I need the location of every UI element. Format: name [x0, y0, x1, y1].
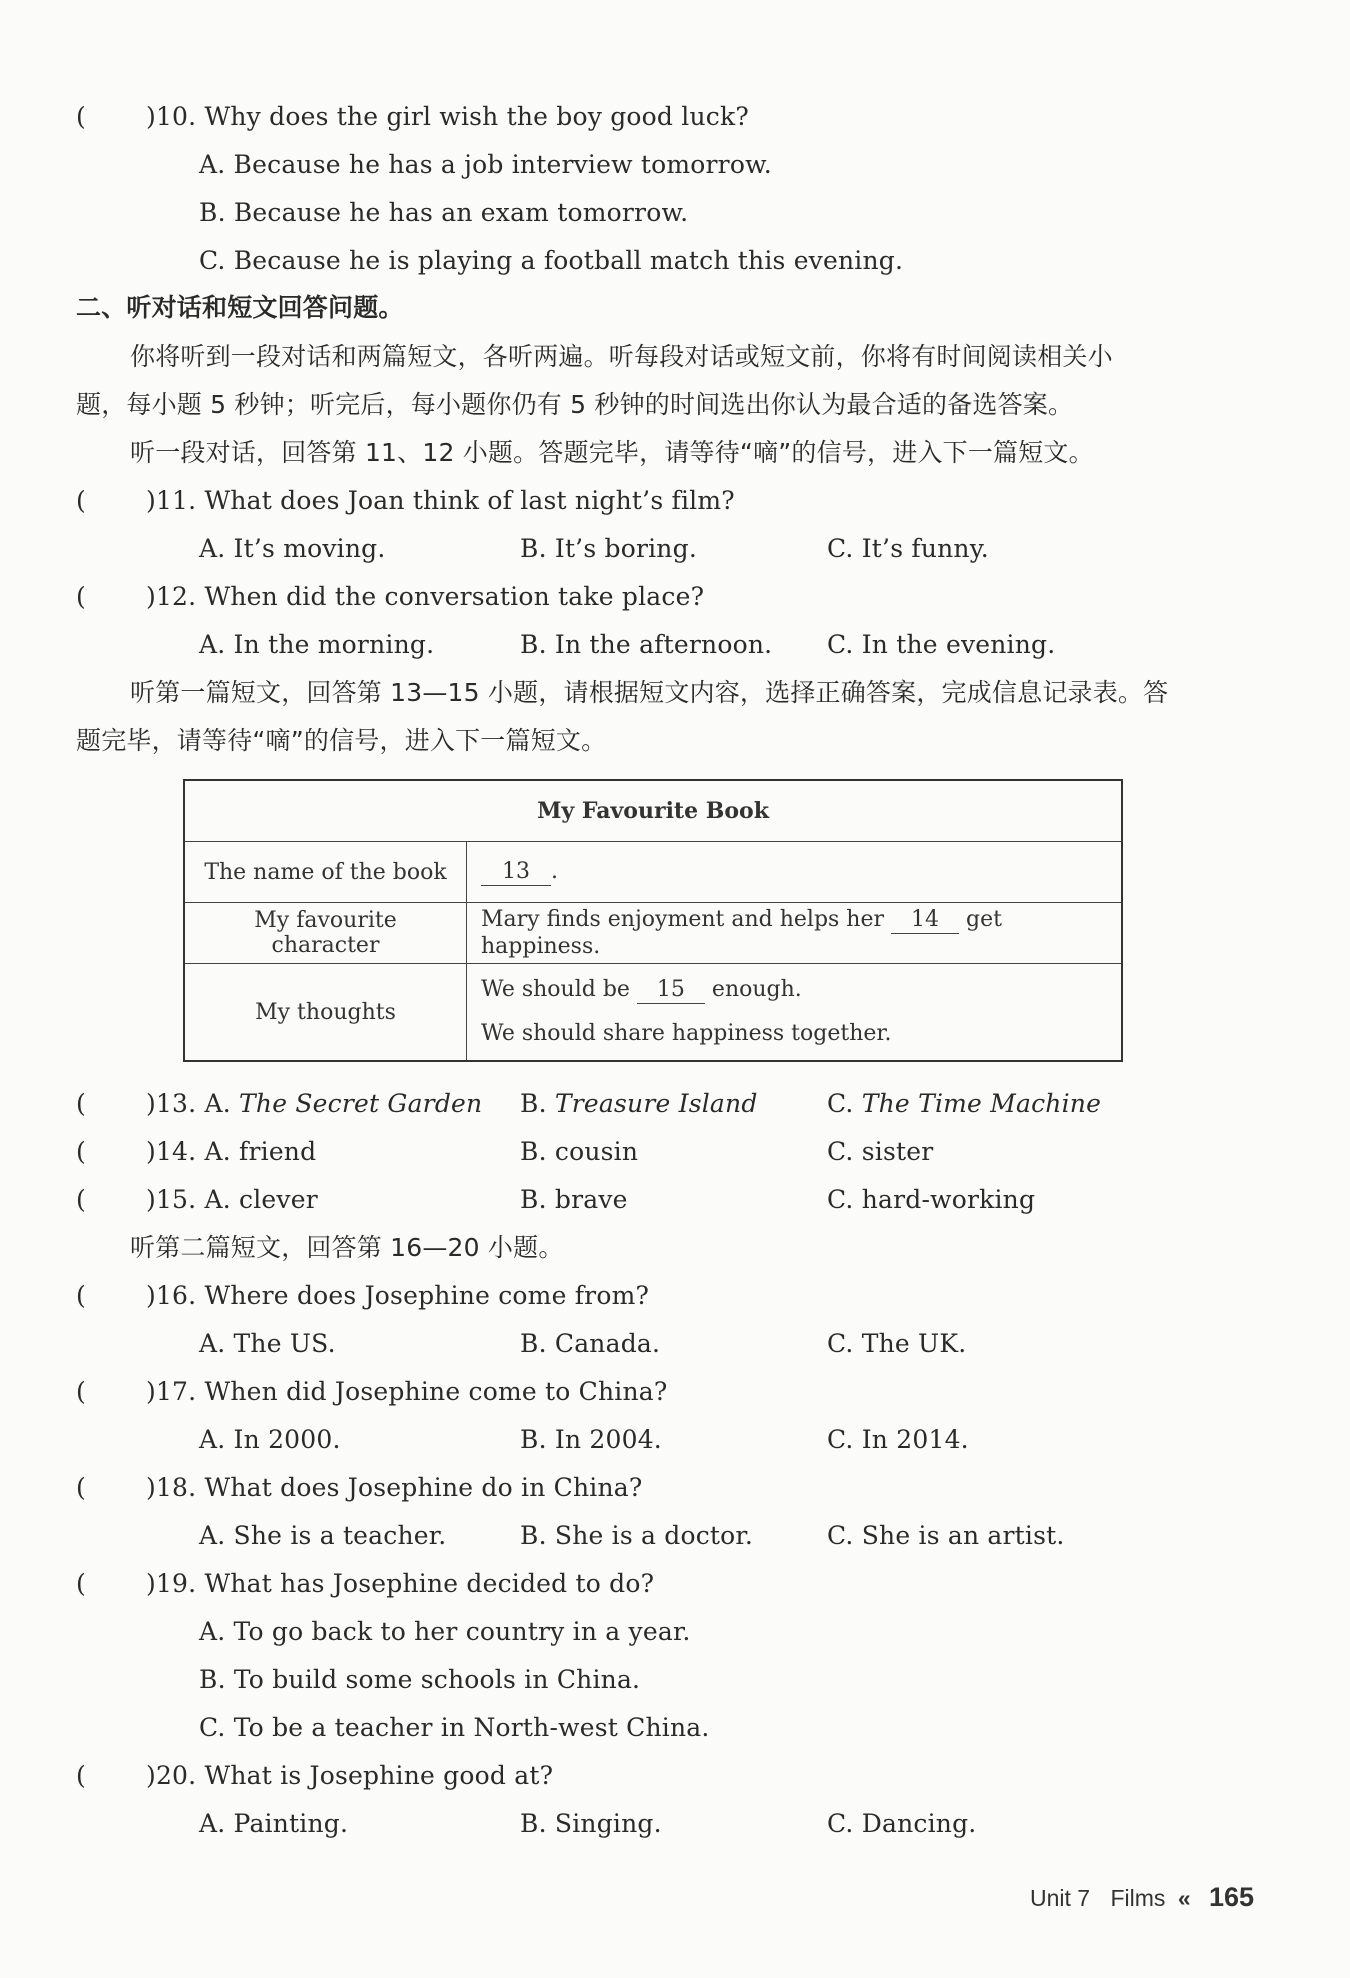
- option-b: B. Because he has an exam tomorrow.: [199, 198, 689, 227]
- option-a: A. It’s moving.: [199, 534, 386, 563]
- passage-1-instructions-line-2: 题完毕，请等待“嘀”的信号，进入下一篇短文。: [76, 726, 607, 755]
- row-value: Mary finds enjoyment and helps her 14 get happiness.: [467, 903, 1123, 964]
- page-footer: [1030, 1882, 1254, 1913]
- table-row: [184, 964, 1122, 1062]
- option-b: B. It’s boring.: [520, 534, 697, 563]
- question-number: )13.: [146, 1089, 197, 1118]
- row-label: The name of the book: [184, 842, 467, 903]
- passage-2-instructions: 听第二篇短文，回答第 16—20 小题。: [130, 1233, 564, 1262]
- passage-1-instructions-line-1: 听第一篇短文，回答第 13—15 小题，请根据短文内容，选择正确答案，完成信息记录表。答: [130, 678, 1169, 707]
- answer-bracket[interactable]: (: [76, 1089, 86, 1118]
- answer-bracket[interactable]: (: [76, 1569, 86, 1598]
- option-b: B. Canada.: [520, 1329, 661, 1358]
- question-number: )19.: [146, 1569, 197, 1598]
- option-a: A. To go back to her country in a year.: [199, 1617, 691, 1646]
- unit-label: Unit 7: [1030, 1885, 1091, 1911]
- question-number: )16.: [146, 1281, 197, 1310]
- option-c: C. The UK.: [827, 1329, 967, 1358]
- option-a: A. In the morning.: [199, 630, 435, 659]
- option-c: C. hard-working: [827, 1185, 1036, 1214]
- question-number: )20.: [146, 1761, 197, 1790]
- question-number: )11.: [146, 486, 197, 515]
- option-b: B. Singing.: [520, 1809, 662, 1838]
- question-text: What is Josephine good at?: [204, 1761, 554, 1790]
- table-row: [184, 842, 1122, 903]
- option-c: C. To be a teacher in North-west China.: [199, 1713, 710, 1742]
- option-b: B. cousin: [520, 1137, 639, 1166]
- option-b: B. To build some schools in China.: [199, 1665, 641, 1694]
- answer-bracket[interactable]: (: [76, 1761, 86, 1790]
- question-number: )17.: [146, 1377, 197, 1406]
- blank-13[interactable]: 13: [481, 859, 551, 886]
- option-c: C. Because he is playing a football match this evening.: [199, 246, 904, 275]
- answer-bracket[interactable]: (: [76, 1137, 86, 1166]
- answer-bracket[interactable]: (: [76, 1281, 86, 1310]
- table-row: [184, 903, 1122, 964]
- question-number: )10.: [146, 102, 197, 131]
- answer-bracket[interactable]: (: [76, 486, 86, 515]
- question-text: Where does Josephine come from?: [204, 1281, 650, 1310]
- option-a: A. In 2000.: [199, 1425, 341, 1454]
- option-b: B. In 2004.: [520, 1425, 662, 1454]
- option-b: B. In the afternoon.: [520, 630, 773, 659]
- answer-bracket[interactable]: (: [76, 582, 86, 611]
- question-text: What has Josephine decided to do?: [204, 1569, 655, 1598]
- option-a: A. Painting.: [199, 1809, 349, 1838]
- section-heading: 二、听对话和短文回答问题。: [76, 293, 404, 322]
- dialogue-instructions: 听一段对话，回答第 11、12 小题。答题完毕，请等待“嘀”的信号，进入下一篇短文。: [130, 438, 1094, 467]
- question-text: When did the conversation take place?: [204, 582, 705, 611]
- instructions-line-2: 题，每小题 5 秒钟；听完后，每小题你仍有 5 秒钟的时间选出你认为最合适的备选答案。: [76, 390, 1074, 419]
- workbook-page: ( )10. Why does the girl wish the boy good luck? A. Because he has a job interview tomorrow. B. Because he has an exam tomorrow. C. Because he is playing a football match this evening. 二、听对话和短文回答问题。 你将听到一段对话和两篇短文，各听两遍。听每段对话或短文前，你将有时间阅读相关小 题，每小题 5 秒钟；听完后，每小题你仍有 5 秒钟的时间选出你认为最合适的备选答案。 听一段对话，回答第 11、12 小题。答题完毕，请等待“嘀”的信号，进入下一篇短文。 ( )11. What does Joan think of last night’s film? A. It’s moving. B. It’s boring. C. It’s funny. ( )12. When did the conversation take place? A. In the morning. B. In the afternoon. C. In the evening. 听第一篇短文，回答第 13—15 小题，请根据短文内容，选择正确答案，完成信息记录表。答 题完毕，请等待“嘀”的信号，进入下一篇短文。 My Favourite Book The name of the book 13 . My favourite character Mary finds enjoyment and helps her 14 get happiness. My thoughts We should be 15 enough. We should share happiness together. ( )13. A. The Secret Garden B. Treasure Island C. The Time Machine ( )14. A. friend B. cousin C. sister ( )15. A. clever B. brave C. hard-working 听第二篇短文，回答第 16—20 小题。 ( )16. Where does Josephine come from? A. The US. B. Canada. C. The UK. ( )17. When did Josephine come to China? A. In 2000. B. In 2004. C. In 2014. ( )18. What does Josephine do in China? A. She is a teacher. B. She is a doctor. C. She is an artist. ( )19. What has Josephine decided to do? A. To go back to her country in a year. B. To build some schools in China. C. To be a teacher in North-west China. ( )20. What is Josephine good at? A. Painting. B. Singing. C. Dancing. Unit 7 Films « 165: [0, 0, 1350, 1978]
- blank-15[interactable]: 15: [637, 977, 705, 1004]
- option-c: C. In 2014.: [827, 1425, 969, 1454]
- option-b: B. Treasure Island: [520, 1089, 758, 1118]
- option-c: C. She is an artist.: [827, 1521, 1065, 1550]
- answer-bracket[interactable]: (: [76, 102, 86, 131]
- option-a: A. Because he has a job interview tomorrow.: [199, 150, 772, 179]
- row-label: My favourite character: [184, 903, 467, 964]
- unit-title: Films: [1110, 1885, 1166, 1911]
- info-record-table: [183, 779, 1123, 1062]
- option-a: A. friend: [204, 1137, 317, 1166]
- option-a: A. She is a teacher.: [199, 1521, 447, 1550]
- option-b: B. brave: [520, 1185, 628, 1214]
- instructions-line-1: 你将听到一段对话和两篇短文，各听两遍。听每段对话或短文前，你将有时间阅读相关小: [130, 342, 1113, 371]
- answer-bracket[interactable]: (: [76, 1377, 86, 1406]
- question-number: )18.: [146, 1473, 197, 1502]
- row-label: My thoughts: [184, 964, 467, 1062]
- question-text: When did Josephine come to China?: [204, 1377, 668, 1406]
- question-number: )14.: [146, 1137, 197, 1166]
- question-text: What does Joan think of last night’s film?: [204, 486, 735, 515]
- option-a: A. The US.: [199, 1329, 336, 1358]
- row-value: We should be 15 enough. We should share happiness together.: [467, 964, 1123, 1062]
- answer-bracket[interactable]: (: [76, 1473, 86, 1502]
- question-number: )15.: [146, 1185, 197, 1214]
- question-text: Why does the girl wish the boy good luck?: [204, 102, 749, 131]
- question-number: )12.: [146, 582, 197, 611]
- page-number: 165: [1209, 1882, 1255, 1912]
- option-c: C. It’s funny.: [827, 534, 989, 563]
- option-c: C. Dancing.: [827, 1809, 977, 1838]
- blank-14[interactable]: 14: [891, 907, 959, 934]
- chevron-left-icon: «: [1177, 1885, 1191, 1911]
- option-c: C. In the evening.: [827, 630, 1056, 659]
- table-title: My Favourite Book: [184, 780, 1122, 842]
- question-text: What does Josephine do in China?: [204, 1473, 643, 1502]
- option-c: C. sister: [827, 1137, 934, 1166]
- option-c: C. The Time Machine: [827, 1089, 1102, 1118]
- option-a: The Secret Garden: [239, 1089, 483, 1118]
- option-a: A. clever: [204, 1185, 318, 1214]
- option-b: B. She is a doctor.: [520, 1521, 753, 1550]
- row-value: 13 .: [467, 842, 1123, 903]
- answer-bracket[interactable]: (: [76, 1185, 86, 1214]
